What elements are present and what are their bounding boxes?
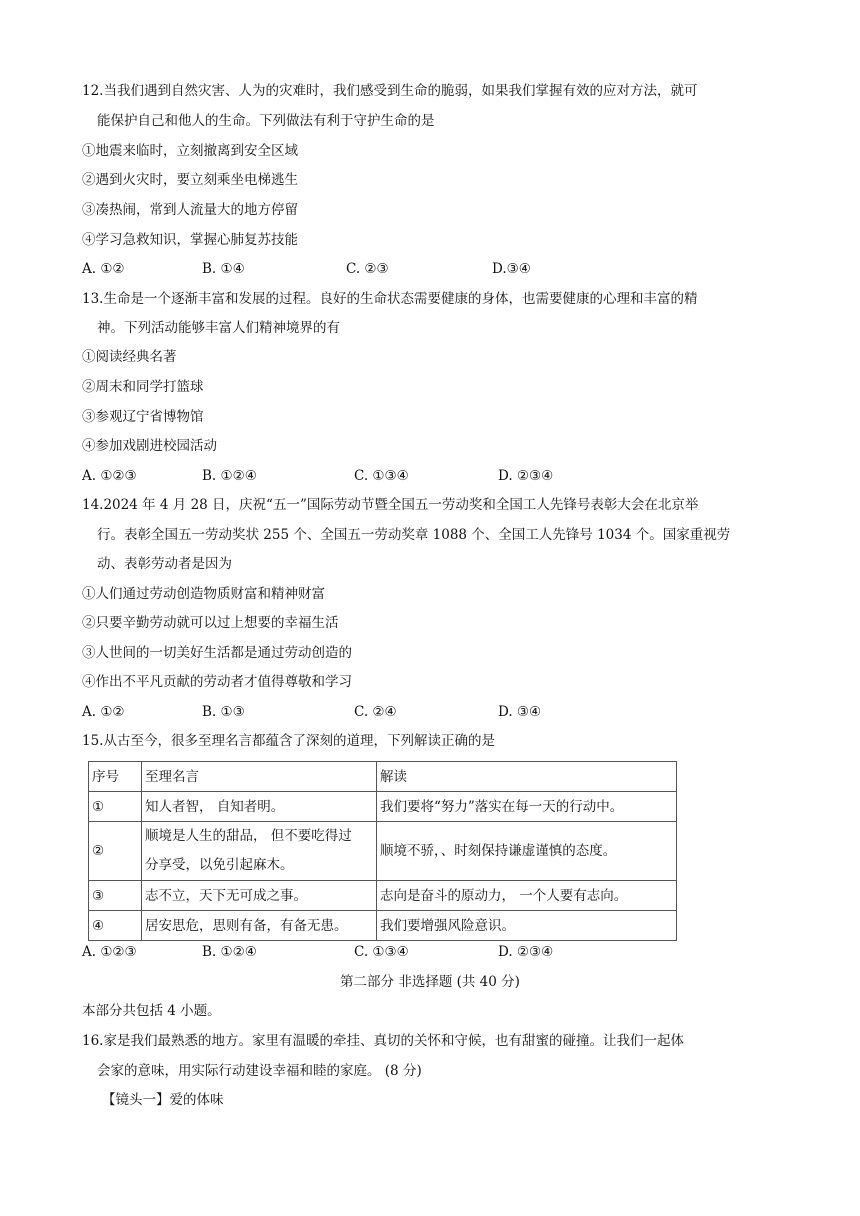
row-number: ①: [89, 792, 142, 822]
q12-stem-line1: 12.当我们遇到自然灾害、人为的灾难时，我们感受到生命的脆弱，如果我们掌握有效的应对方法，就可: [82, 83, 698, 99]
table-row: [89, 822, 677, 881]
q14-item-2: ②只要辛勤劳动就可以过上想要的幸福生活: [82, 615, 339, 631]
q14-item-1: ①人们通过劳动创造物质财富和精神财富: [82, 586, 325, 602]
q13-option-a[interactable]: A. ①②③: [82, 468, 137, 484]
q16-stem-line2: 会家的意味，用实际行动建设幸福和睦的家庭。 (8 分): [97, 1063, 422, 1079]
q14-options: [82, 702, 782, 722]
q14-item-3: ③人世间的一切美好生活都是通过劳动创造的: [82, 645, 352, 661]
row-interpretation: 我们要将“努力”落实在每一天的行动中。: [377, 792, 677, 822]
maxim-text: 居安思危，思则有备，有备无患。: [145, 917, 348, 934]
q15-option-b[interactable]: B. ①②④: [202, 944, 257, 960]
maxim-text-line2: 分享受，以免引起麻木。: [145, 857, 294, 873]
q13-option-d[interactable]: D. ②③④: [498, 468, 554, 484]
part2-intro: 本部分共包括 4 小题。: [82, 1003, 221, 1019]
q14-option-a[interactable]: A. ①②: [82, 704, 125, 720]
header-interpretation: 解读: [377, 762, 677, 792]
q12-option-b[interactable]: B. ①④: [202, 261, 245, 277]
q13-option-c[interactable]: C. ①③④: [354, 468, 409, 484]
header-number: 序号: [89, 762, 142, 792]
maxim-text: 志不立，天下无可成之事。: [145, 887, 307, 904]
q14-stem-line1: 14.2024 年 4 月 28 日，庆祝“五一”国际劳动节暨全国五一劳动奖和全国工人先锋号表彰大会在北京举: [82, 497, 699, 513]
row-number: ②: [89, 822, 142, 881]
q15-option-d[interactable]: D. ②③④: [498, 944, 554, 960]
q14-option-c[interactable]: C. ②④: [354, 704, 397, 720]
q12-item-3: ③凑热闹，常到人流量大的地方停留: [82, 202, 298, 218]
row-maxim: [142, 792, 377, 822]
header-maxim: 至理名言: [142, 762, 377, 792]
q13-options: [82, 466, 782, 486]
q13-stem-line1: 13.生命是一个逐渐丰富和发展的过程。良好的生命状态需要健康的身体，也需要健康的心理和丰富的精: [82, 291, 698, 307]
q16-scene-heading: 【镜头一】爱的体味: [102, 1092, 224, 1108]
row-number: ③: [89, 881, 142, 911]
q12-option-c[interactable]: C. ②③: [346, 261, 389, 277]
table-row: [89, 792, 677, 822]
row-maxim: [142, 881, 377, 911]
q12-item-4: ④学习急救知识，掌握心肺复苏技能: [82, 232, 298, 248]
q13-item-1: ①阅读经典名著: [82, 349, 177, 365]
q15-option-a[interactable]: A. ①②③: [82, 944, 137, 960]
row-number: ④: [89, 911, 142, 941]
q13-item-3: ③参观辽宁省博物馆: [82, 409, 204, 425]
q14-option-b[interactable]: B. ①③: [202, 704, 245, 720]
q14-stem-line3: 动、表彰劳动者是因为: [97, 556, 232, 572]
q13-option-b[interactable]: B. ①②④: [202, 468, 257, 484]
part2-title: 第二部分 非选择题 (共 40 分): [340, 974, 520, 990]
q12-stem-line2: 能保护自己和他人的生命。下列做法有利于守护生命的是: [97, 113, 435, 129]
q14-option-d[interactable]: D. ③④: [498, 704, 542, 720]
maxims-table: [88, 761, 677, 941]
row-maxim: [142, 822, 377, 881]
q15-stem: 15.从古至今，很多至理名言都蕴含了深刻的道理，下列解读正确的是: [82, 733, 495, 749]
table-row: [89, 881, 677, 911]
q13-stem-line2: 神。下列活动能够丰富人们精神境界的有: [97, 320, 340, 336]
row-maxim: [142, 911, 377, 941]
maxim-text-line1: 顺境是人生的甜品， 但不要吃得过: [145, 828, 352, 844]
q15-options: [82, 942, 782, 962]
row-interpretation: 志向是奋斗的原动力， 一个人要有志向。: [377, 881, 677, 911]
table-header-row: [89, 762, 677, 792]
q15-option-c[interactable]: C. ①③④: [354, 944, 409, 960]
q12-item-1: ①地震来临时，立刻撤离到安全区域: [82, 143, 298, 159]
q13-item-4: ④参加戏剧进校园活动: [82, 438, 217, 454]
q14-item-4: ④作出不平凡贡献的劳动者才值得尊敬和学习: [82, 674, 352, 690]
q12-option-d[interactable]: D.③④: [492, 261, 531, 277]
q12-options: [82, 259, 782, 279]
maxim-text: 知人者智， 自知者明。: [145, 798, 285, 815]
q14-stem-line2: 行。表彰全国五一劳动奖状 255 个、全国五一劳动奖章 1088 个、全国工人先锋号 1034 个。国家重视劳: [97, 527, 731, 543]
row-interpretation: 我们要增强风险意识。: [377, 911, 677, 941]
table-row: [89, 911, 677, 941]
q16-stem-line1: 16.家是我们最熟悉的地方。家里有温暖的牵挂、真切的关怀和守候，也有甜蜜的碰撞。让我们一起体: [82, 1033, 684, 1049]
q12-item-2: ②遇到火灾时，要立刻乘坐电梯逃生: [82, 172, 298, 188]
q12-option-a[interactable]: A. ①②: [82, 261, 125, 277]
q13-item-2: ②周末和同学打篮球: [82, 379, 204, 395]
row-interpretation: 顺境不骄，、时刻保持谦虚谨慎的态度。: [377, 822, 677, 881]
